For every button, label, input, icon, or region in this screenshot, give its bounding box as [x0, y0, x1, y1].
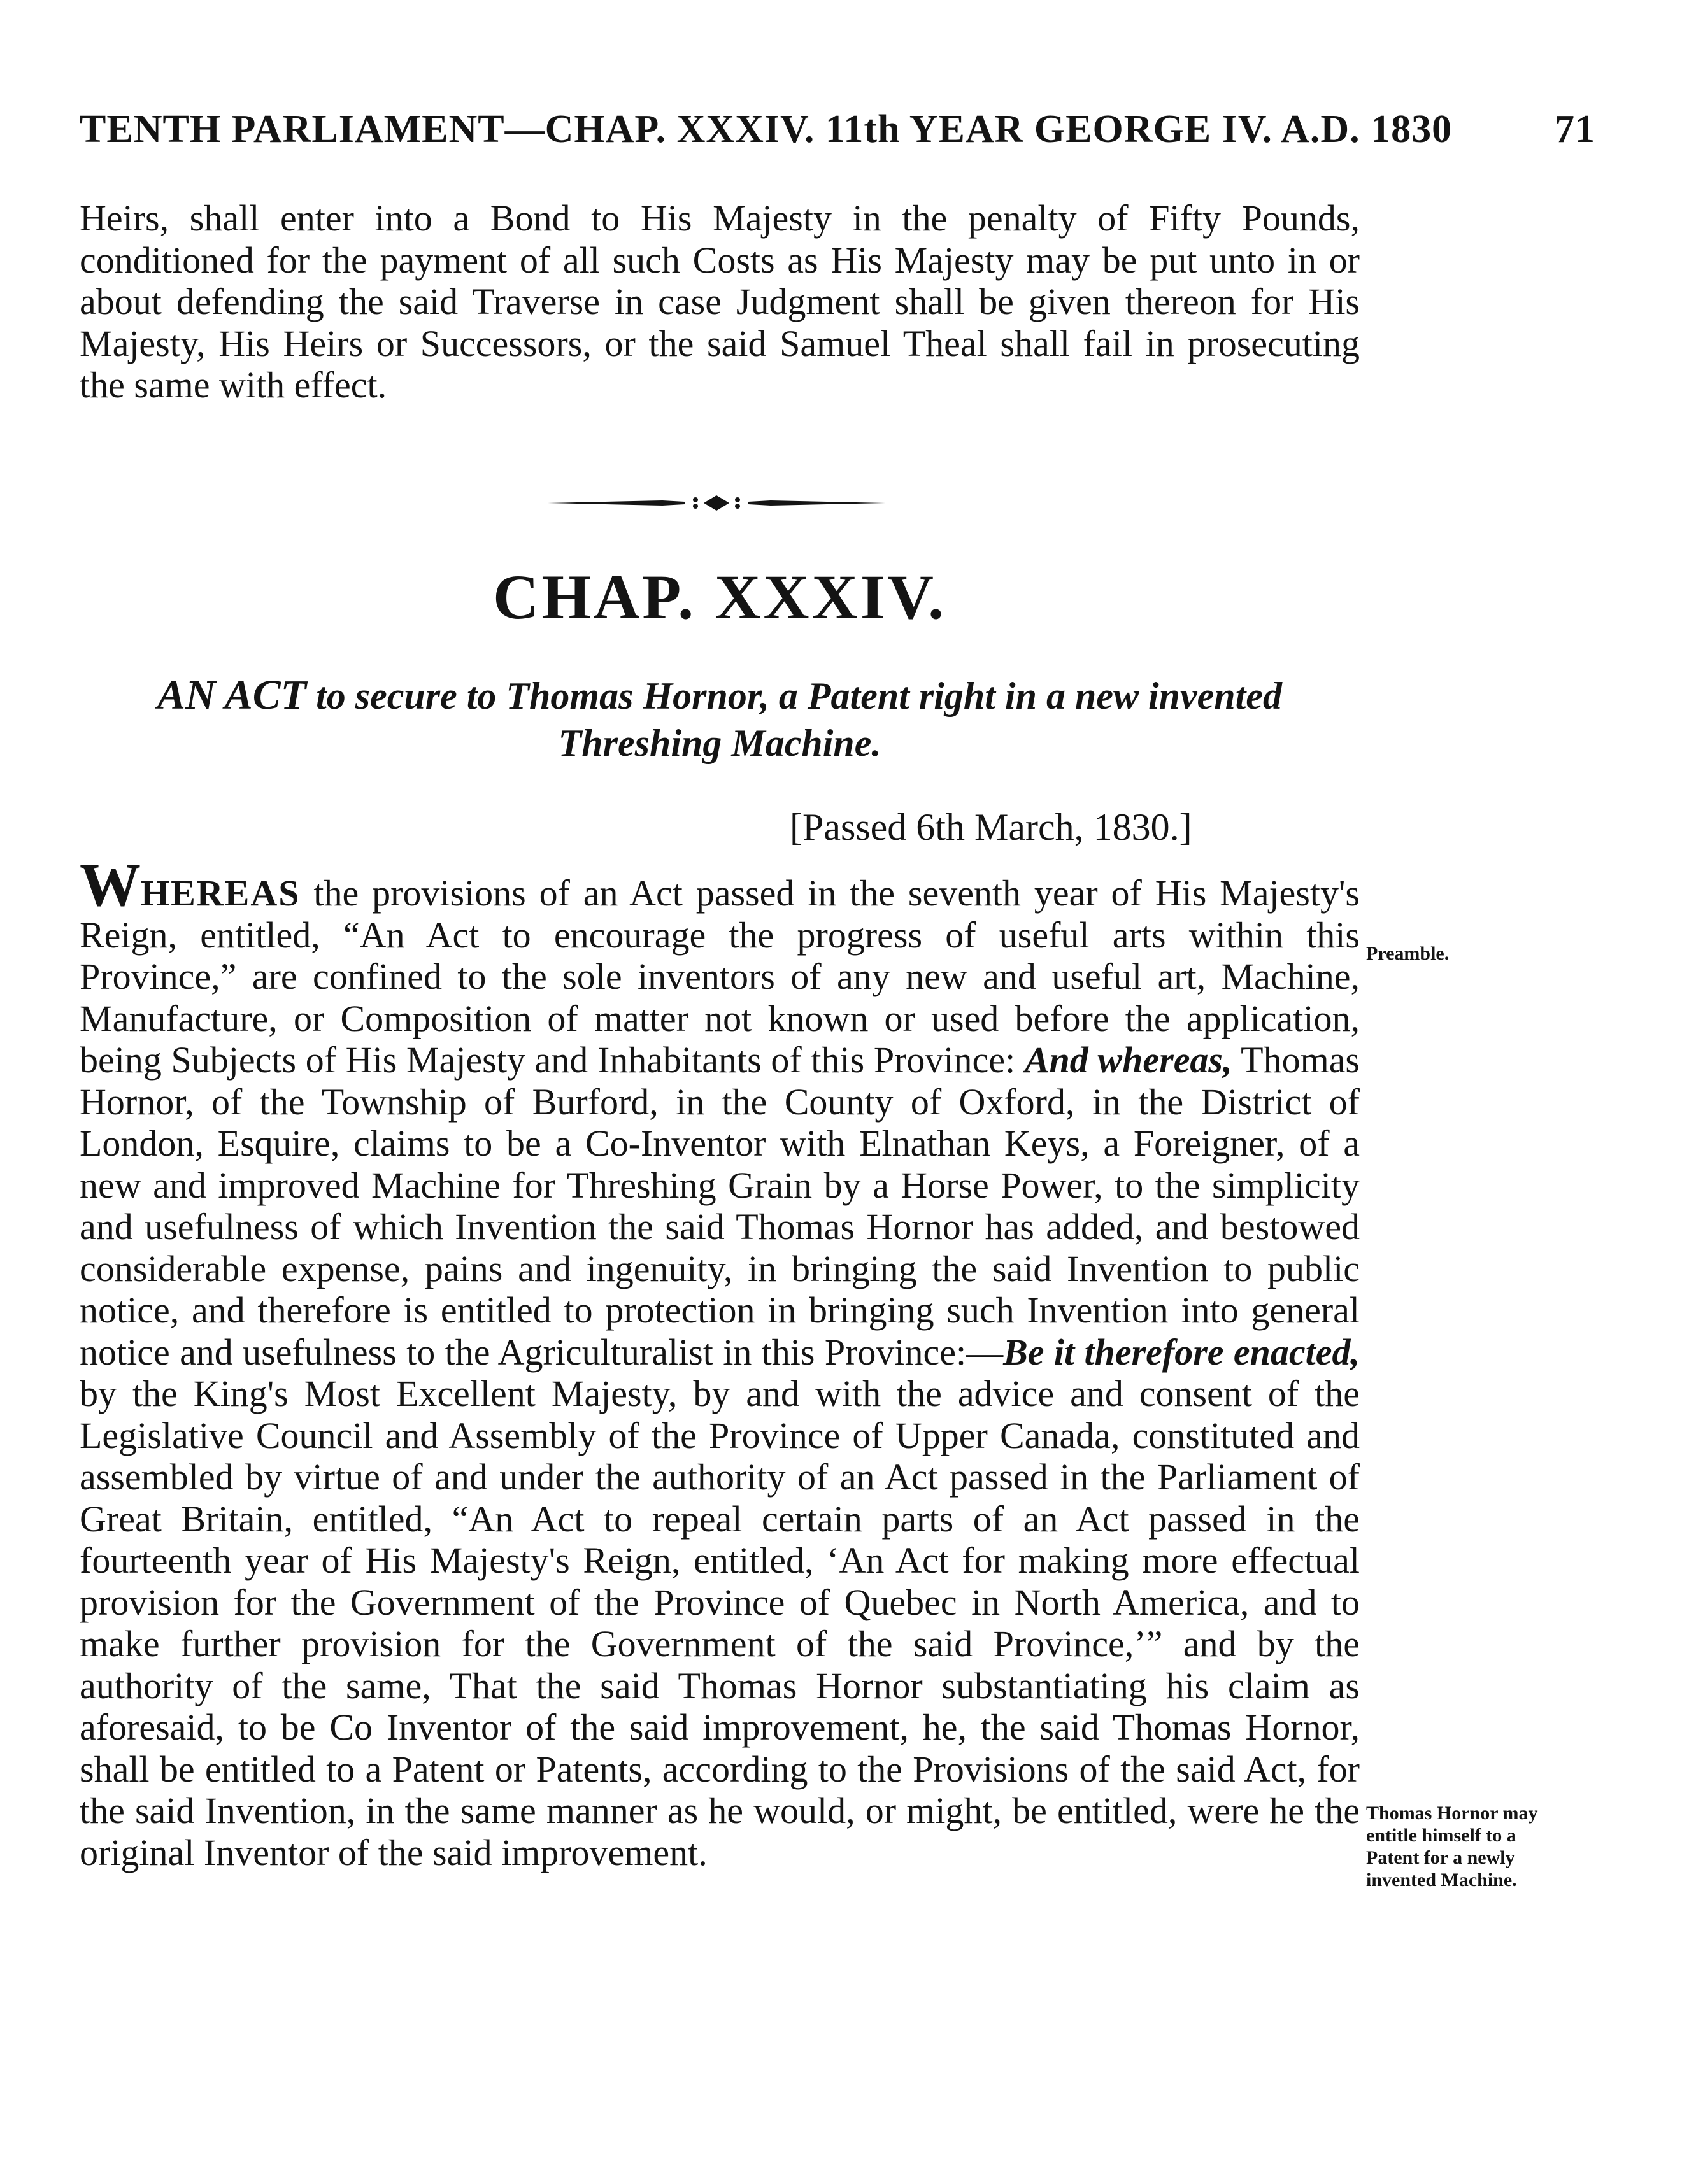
drop-cap: W — [80, 851, 141, 919]
act-title-text: to secure to Thomas Hornor, a Patent right in a new invented Threshing Machine. — [316, 675, 1282, 764]
body-text-3: by the King's Most Excellent Majesty, by and with the advice and consent of the Legislative Council and Assembly of the Province of Upper Canada, constituted and assembled by virtue of and under the authority of an Act passed in the Parliament of Great Britain, entitled, “An Act to repeal certain parts of an Act passed in the fourteenth year of His Majesty's Reign, entitled, ‘An Act for making more effectual provision for the Government of the Province of Quebec in North America, and to make further provision for the Government of the said Province,’” and by the authority of the same, That the said Thomas Hornor substantiating his claim as aforesaid, to be Co Inventor of the said improvement, he, the said Thomas Hornor, shall be entitled to a Patent or Patents, according to the Provisions of the said Act, for the said Invention, in the same manner as he would, or might, be entitled, were he the original Inventor of the said improvement. — [80, 1373, 1360, 1873]
chapter-title: CHAP. XXXIV. — [492, 562, 946, 632]
page-number: 71 — [1555, 108, 1595, 151]
act-body-paragraph — [80, 851, 1360, 1873]
running-title: TENTH PARLIAMENT—CHAP. XXXIV. 11th YEAR GEORGE IV. A.D. 1830 — [80, 108, 1453, 151]
lead-word: HEREAS — [141, 872, 301, 914]
margin-note-preamble: Preamble. — [1366, 943, 1450, 964]
body-italic-2: Be it therefore enacted, — [1003, 1331, 1360, 1373]
body-italic-1: And whereas, — [1024, 1039, 1232, 1081]
margin-note-patent — [1366, 1802, 1576, 1891]
margin-note-line: Thomas Hornor may — [1366, 1803, 1538, 1824]
passed-date: [Passed 6th March, 1830.] — [790, 806, 1192, 848]
act-title-lead: AN ACT — [157, 672, 307, 718]
continuation-paragraph: Heirs, shall enter into a Bond to His Majesty in the penalty of Fifty Pounds, conditioned for the payment of all such Costs as His Majesty may be put unto in or about defending the said Traverse in case Judgment shall be given thereon for His Majesty, His Heirs or Successors, or the said Samuel Theal shall fail in prosecuting the same with effect. — [80, 197, 1360, 406]
act-title — [80, 672, 1360, 767]
margin-note-line: entitle himself to a — [1366, 1825, 1516, 1846]
body-text-2: Thomas Hornor, of the Township of Burford, in the County of Oxford, in the District of London, Esquire, claims to be a Co-Inventor with Elnathan Keys, a Foreigner, of a new and improved Machine for Threshing Grain by a Horse Power, to the simplicity and usefulness of which Invention the said Thomas Hornor has added, and bestowed considerable expense, pains and ingenuity, in bringing the said Invention to public notice, and therefore is entitled to protection in bringing such Invention into general notice and usefulness to the Agriculturalist in this Province:— — [80, 1039, 1360, 1373]
margin-note-line: Patent for a newly — [1366, 1847, 1515, 1868]
body-text-1: the provisions of an Act passed in the seventh year of His Majesty's Reign, entitled, “An Act to encourage the progress of useful arts within this Province,” are confined to the sole inventors of any new and useful art, Machine, Manufacture, or Composition of matter not known or used before the application, being Subjects of His Majesty and Inhabitants of this Province: — [80, 872, 1360, 1081]
margin-note-line: invented Machine. — [1366, 1869, 1517, 1890]
running-header — [80, 107, 1595, 158]
ornament-divider — [548, 487, 885, 519]
